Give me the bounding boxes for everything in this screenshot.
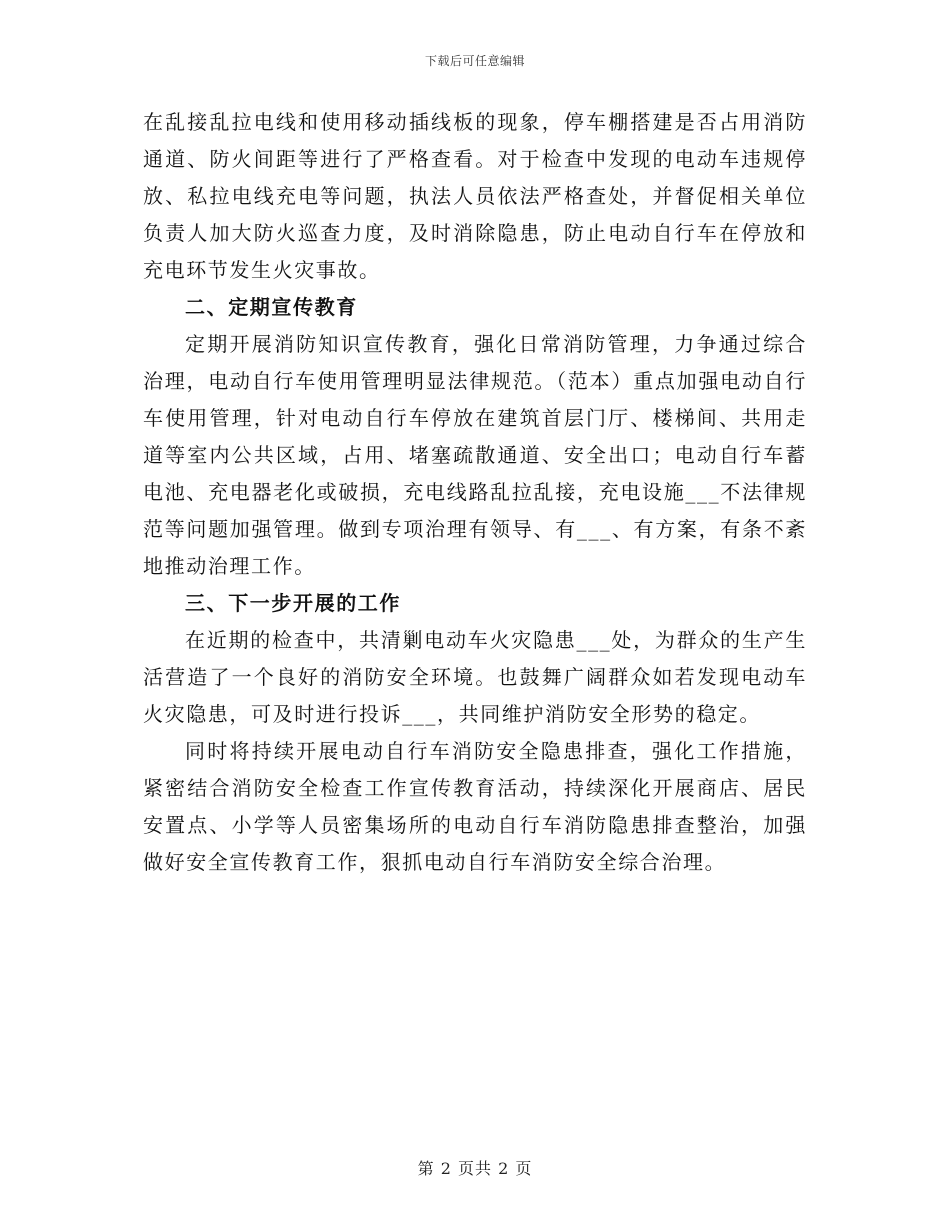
section-heading-2: 二、定期宣传教育 (185, 295, 358, 319)
page-header: 下载后可任意编辑 (424, 54, 525, 68)
section-heading-3: 三、下一步开展的工作 (185, 591, 401, 615)
document-body (143, 104, 807, 881)
paragraph-section-2: 定期开展消防知识宣传教育，强化日常消防管理，力争通过综合治理，电动自行车使用管理明显法律规范。（范本）重点加强电动自行车使用管理，针对电动自行车停放在建筑首层门厅、楼梯间、共用走道等室内公共区域，占用、堵塞疏散通道、安全出口；电动自行车蓄电池、充电器老化或破损，充电线路乱拉乱接，充电设施___不法律规范等问题加强管理。做到专项治理有领导、有___、有方案，有条不紊地推动治理工作。 (143, 332, 807, 578)
paragraph-section-3b: 同时将持续开展电动自行车消防安全隐患排查，强化工作措施，紧密结合消防安全检查工作宣传教育活动，持续深化开展商店、居民安置点、小学等人员密集场所的电动自行车消防隐患排查整治，加强做好安全宣传教育工作，狠抓电动自行车消防安全综合治理。 (143, 739, 807, 874)
paragraph-section-3a: 在近期的检查中，共清剿电动车火灾隐患___处，为群众的生产生活营造了一个良好的消防安全环境。也鼓舞广阔群众如若发现电动车火灾隐患，可及时进行投诉___，共同维护消防安全形势的稳定。 (143, 628, 807, 726)
page-number: 第 2 页共 2 页 (417, 1159, 533, 1178)
paragraph-continued: 在乱接乱拉电线和使用移动插线板的现象，停车棚搭建是否占用消防通道、防火间距等进行了严格查看。对于检查中发现的电动车违规停放、私拉电线充电等问题，执法人员依法严格查处，并督促相关单位负责人加大防火巡查力度，及时消除隐患，防止电动自行车在停放和充电环节发生火灾事故。 (143, 110, 807, 282)
